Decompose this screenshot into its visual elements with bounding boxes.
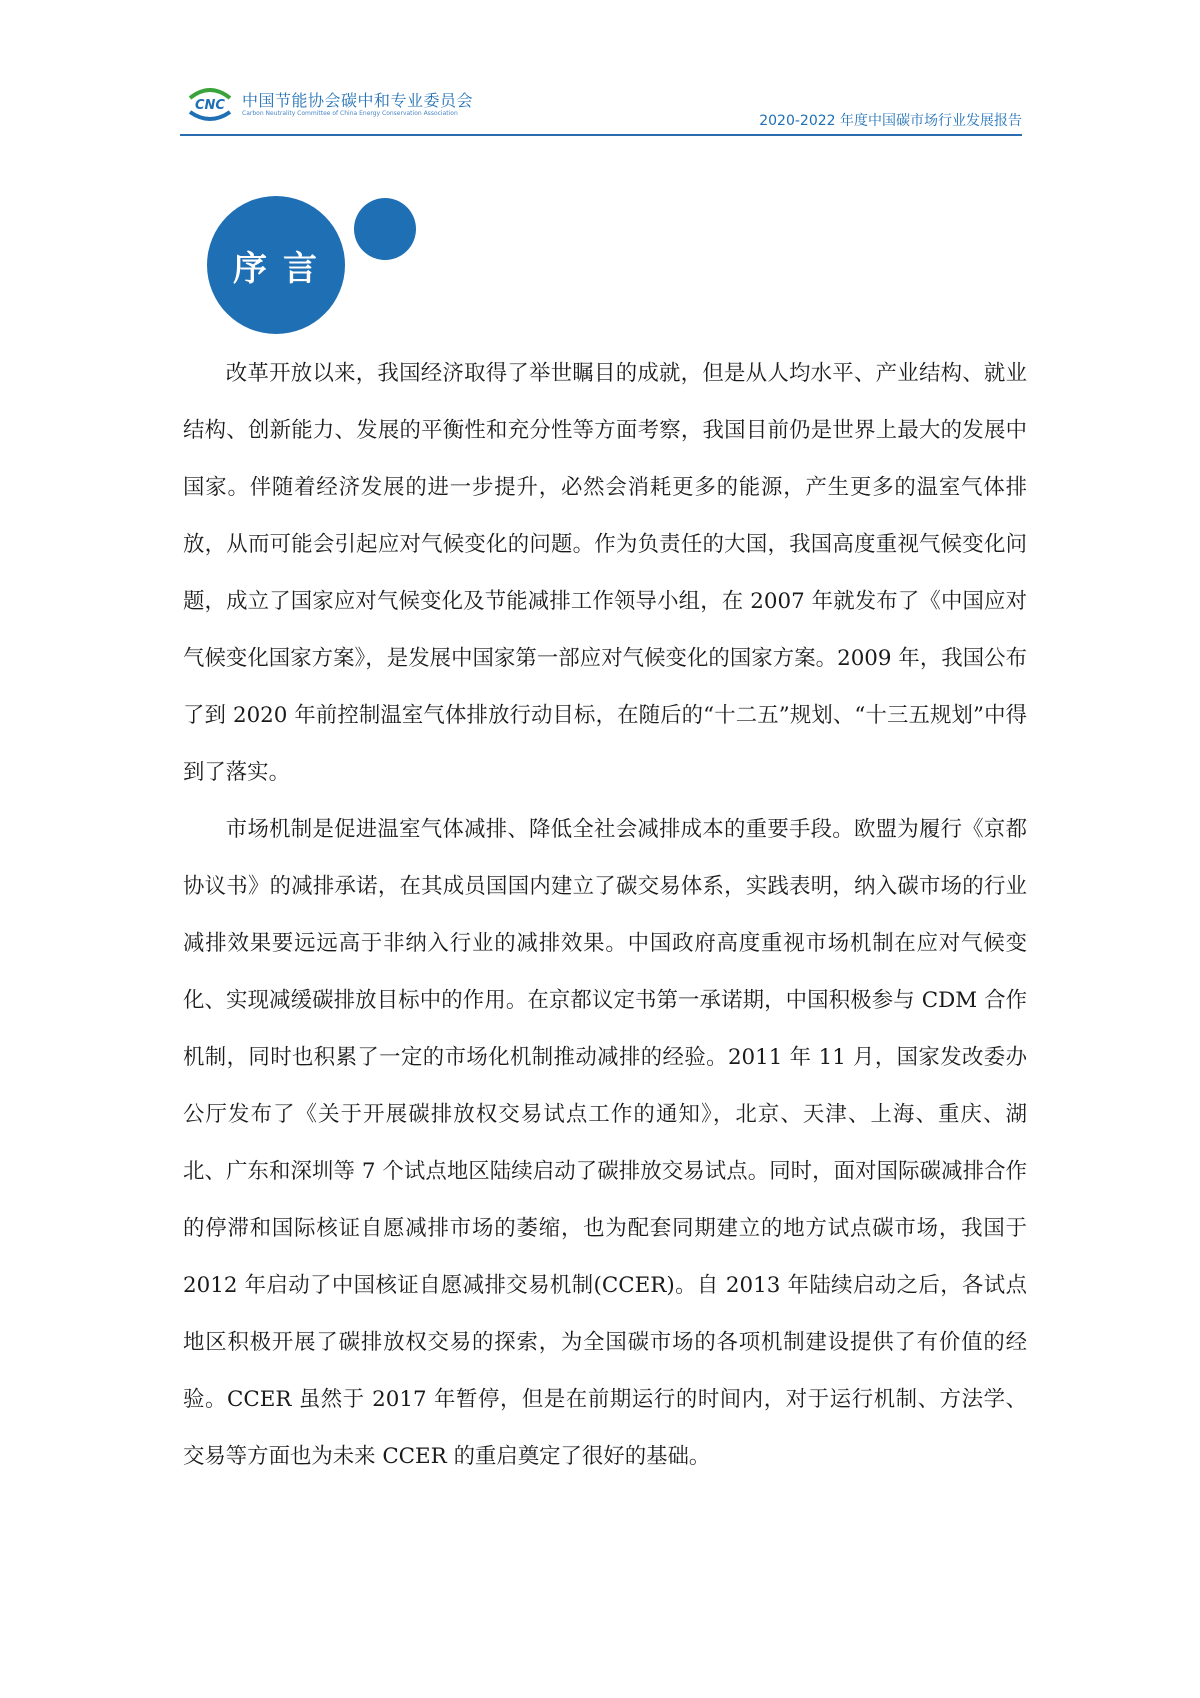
report-title: 2020-2022 年度中国碳市场行业发展报告 [759,113,1022,129]
organization-name-english: Carbon Neutrality Committee of China Energy Conservation Association [242,110,458,117]
paragraph: 改革开放以来，我国经济取得了举世瞩目的成就，但是从人均水平、产业结构、就业结构、创新能力、发展的平衡性和充分性等方面考察，我国目前仍是世界上最大的发展中国家。伴随着经济发展的进一步提升，必然会消耗更多的能源，产生更多的温室气体排放，从而可能会引起应对气候变化的问题。作为负责任的大国，我国高度重视气候变化问题，成立了国家应对气候变化及节能减排工作领导小组，在 2007 年就发布了《中国应对气候变化国家方案》，是发展中国家第一部应对气候变化的国家方案。2009 年，我国公布了到 2020 年前控制温室气体排放行动目标，在随后的“十二五”规划、“十三五规划”中得到了落实。 [183,361,1027,785]
section-title: 序言 [233,248,333,289]
organization-name: 中国节能协会碳中和专业委员会 [242,91,474,110]
paragraph: 市场机制是促进温室气体减排、降低全社会减排成本的重要手段。欧盟为履行《京都协议书》的减排承诺，在其成员国国内建立了碳交易体系，实践表明，纳入碳市场的行业减排效果要远远高于非纳入行业的减排效果。中国政府高度重视市场机制在应对气候变化、实现减缓碳排放目标中的作用。在京都议定书第一承诺期，中国积极参与 CDM 合作机制，同时也积累了一定的市场化机制推动减排的经验。2011 年 11 月，国家发改委办公厅发布了《关于开展碳排放权交易试点工作的通知》，北京、天津、上海、重庆、湖北、广东和深圳等 7 个试点地区陆续启动了碳排放交易试点。同时，面对国际碳减排合作的停滞和国际核证自愿减排市场的萎缩，也为配套同期建立的地方试点碳市场，我国于 2012 年启动了中国核证自愿减排交易机制(CCER)。自 2013 年陆续启动之后，各试点地区积极开展了碳排放权交易的探索，为全国碳市场的各项机制建设提供了有价值的经验。CCER 虽然于 2017 年暂停，但是在前期运行的时间内，对于运行机制、方法学、交易等方面也为未来 CCER 的重启奠定了很好的基础。 [183,817,1027,1469]
decorative-circle-icon [354,198,416,260]
section-heading-badge [207,196,345,334]
logo-text: CNC [195,98,225,113]
page-header [180,78,1022,136]
cnc-logo-icon [184,82,236,126]
preface-body [183,345,1027,1485]
